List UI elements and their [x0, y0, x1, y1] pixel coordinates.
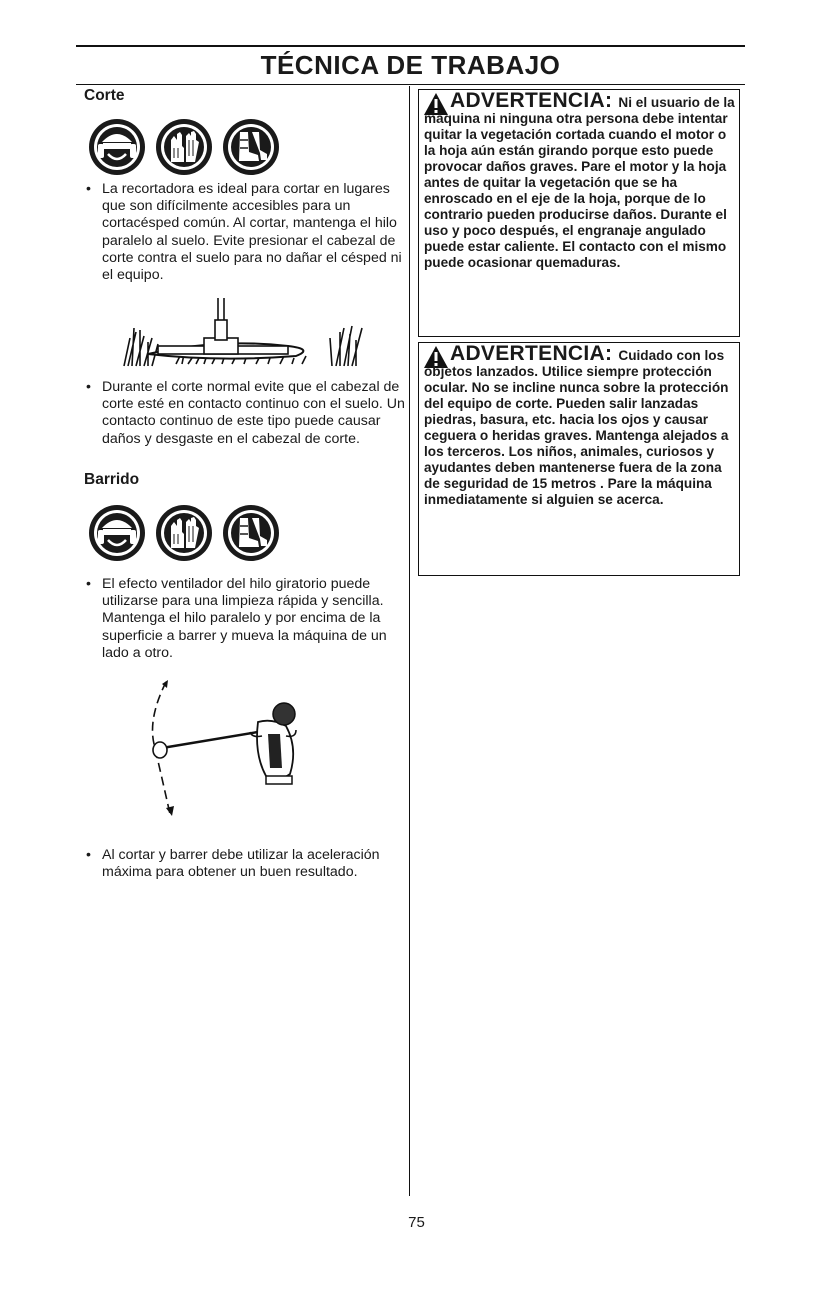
warning-1-text: Ni el usuario de la máquina ni ninguna otra persona debe intentar quitar la vegetación cortada cuando el motor o la hoja aún están girando porque esto puede provocar daños graves. Pare el motor y la hoja antes de quitar la vegetación que se ha enroscado en el eje de la hoja, porque de lo contrario pueden producirse daños. Durante el uso y poco después, el engranaje angulado puede estar caliente. El contacto con el mismo puede ocasionar quemaduras. — [424, 95, 735, 270]
trimmer-head-grass-illustration — [118, 298, 398, 370]
warning-box-1 — [418, 89, 740, 337]
warning-box-2 — [418, 342, 740, 576]
boots-icon — [222, 118, 280, 176]
section-heading-corte: Corte — [84, 87, 125, 104]
section-heading-barrido: Barrido — [84, 471, 140, 488]
page-number: 75 — [408, 1214, 425, 1231]
bullet-barrido-2: • Al cortar y barrer debe utilizar la aceleración máxima para obtener un buen resultado. — [86, 847, 414, 881]
bullet-barrido-1: • El efecto ventilador del hilo giratorio puede utilizarse para una limpieza rápida y sencilla. Mantenga el hilo paralelo y por encima de la superficie a barrer y mueva la máquina de un lado a otro. — [86, 576, 414, 662]
boots-icon — [222, 504, 280, 562]
warning-2-label: ADVERTENCIA: — [450, 342, 619, 365]
page-title: TÉCNICA DE TRABAJO — [260, 50, 561, 80]
title-rule — [76, 84, 745, 85]
helmet-visor-earmuffs-icon — [88, 118, 146, 176]
gloves-icon — [155, 504, 213, 562]
sweeping-operator-illustration — [140, 678, 330, 818]
helmet-visor-earmuffs-icon — [88, 504, 146, 562]
bullet-corte-2: • Durante el corte normal evite que el cabezal de corte esté en contacto continuo con el suelo. Un contacto continuo de este tipo puede causar daños y desgaste en el cabezal de corte. — [86, 379, 414, 448]
gloves-icon — [155, 118, 213, 176]
warning-1-label: ADVERTENCIA: — [450, 89, 619, 112]
bullet-corte-1: • La recortadora es ideal para cortar en lugares que son difícilmente accesibles para un cortacésped común. Al cortar, mantenga el hilo paralelo al suelo. Evite presionar el cabezal de corte contra el suelo para no dañar el césped ni el equipo. — [86, 181, 414, 284]
warning-2-text: Cuidado con los objetos lanzados. Utilice siempre protección ocular. No se incline nunca sobre la protección del equipo de corte. Pueden salir lanzadas piedras, basura, etc. hacia los ojos y causar ceguera o heridas graves. Mantenga alejados a los terceros. Los niños, animales, curiosos y ayudantes deben mantenerse fuera de la zona de seguridad de 15 metros . Pare la máquina inmediatamente si alguien se acerca. — [424, 348, 729, 507]
top-rule — [76, 45, 745, 47]
